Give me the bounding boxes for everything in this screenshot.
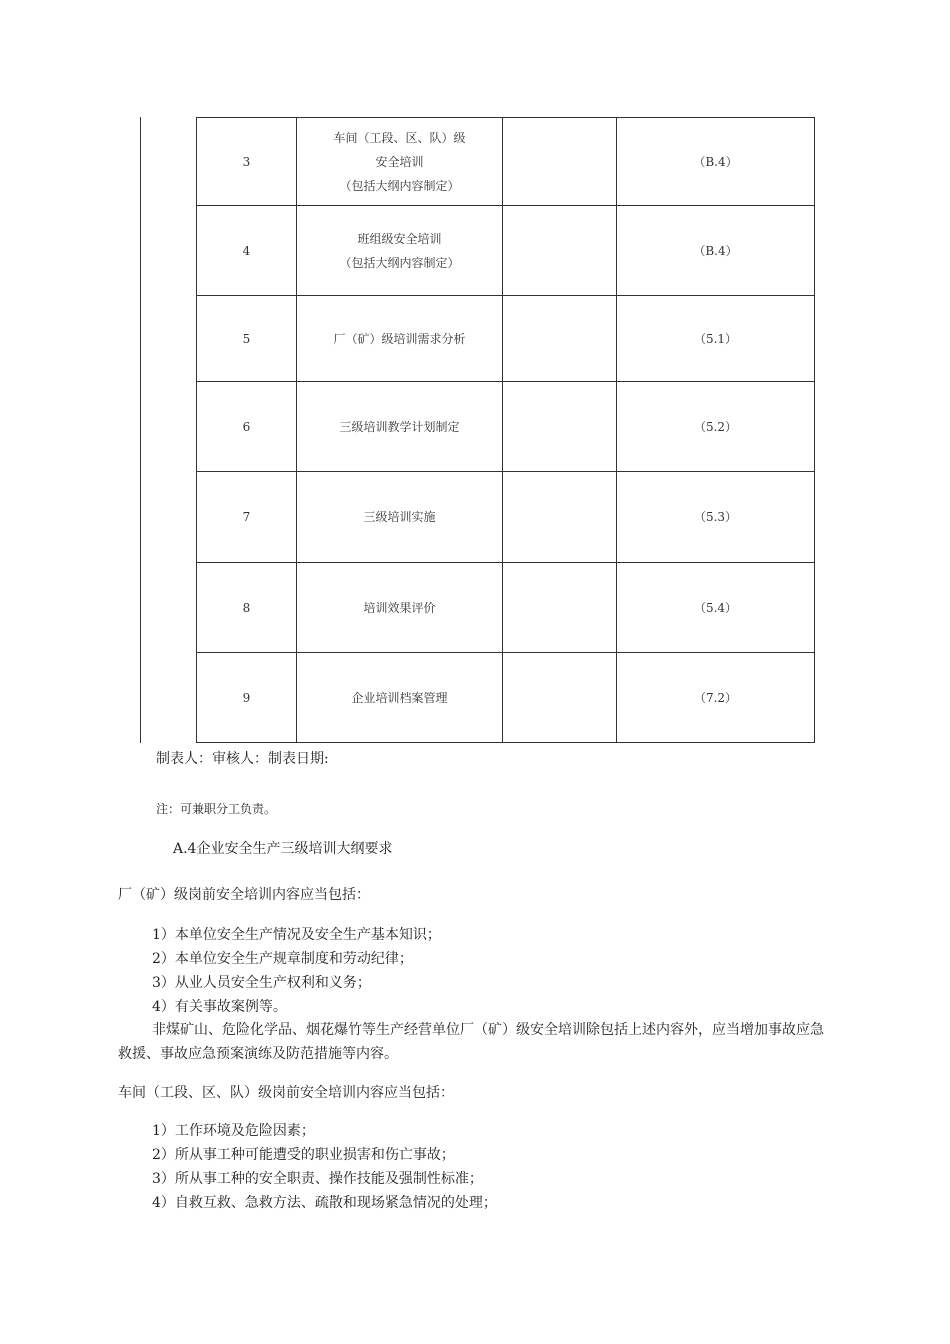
list-item: 2）所从事工种可能遭受的职业损害和伤亡事故； <box>152 1147 455 1163</box>
table-row <box>197 382 815 472</box>
row-reference: （B.4） <box>617 118 815 206</box>
row-reference: （B.4） <box>617 206 815 296</box>
row-content-line: （包括大纲内容制定） <box>339 178 460 193</box>
row-number: 8 <box>197 563 297 653</box>
row-content-line: （包括大纲内容制定） <box>339 255 460 270</box>
row-number: 5 <box>197 296 297 382</box>
list-item: 4）有关事故案例等。 <box>152 999 287 1015</box>
row-empty-cell <box>503 563 617 653</box>
workshop-lead: 车间（工段、区、队）级岗前安全培训内容应当包括： <box>118 1085 454 1101</box>
row-content-line: 培训效果评价 <box>363 600 436 615</box>
row-reference: （7.2） <box>617 653 815 743</box>
list-item: 2）本单位安全生产规章制度和劳动纪律； <box>152 951 413 967</box>
row-content <box>297 653 503 743</box>
table-row <box>197 563 815 653</box>
row-empty-cell <box>503 653 617 743</box>
row-number: 4 <box>197 206 297 296</box>
table-note: 注：可兼职分工负责。 <box>156 802 277 816</box>
row-number: 9 <box>197 653 297 743</box>
row-content <box>297 206 503 296</box>
list-item: 3）所从事工种的安全职责、操作技能及强制性标准； <box>152 1171 483 1187</box>
row-reference: （5.2） <box>617 382 815 472</box>
row-content <box>297 472 503 563</box>
row-content <box>297 118 503 206</box>
table-row <box>197 206 815 296</box>
table-row <box>197 118 815 206</box>
row-reference: （5.4） <box>617 563 815 653</box>
table-row <box>197 296 815 382</box>
row-content-line: 三级培训实施 <box>363 510 436 524</box>
row-content-line: 企业培训档案管理 <box>351 690 448 705</box>
list-item: 4）自救互救、急救方法、疏散和现场紧急情况的处理； <box>152 1195 497 1211</box>
row-reference: （5.3） <box>617 472 815 563</box>
row-content-line: 三级培训教学计划制定 <box>339 419 460 434</box>
section-heading: A.4企业安全生产三级培训大纲要求 <box>173 841 393 857</box>
row-empty-cell <box>503 296 617 382</box>
table-left-rule <box>140 117 141 743</box>
row-content-line: 安全培训 <box>375 154 424 169</box>
row-empty-cell <box>503 206 617 296</box>
row-content-line: 班组级安全培训 <box>357 231 442 246</box>
row-content-line: 厂（矿）级培训需求分析 <box>333 331 466 346</box>
row-number: 6 <box>197 382 297 472</box>
row-content-line: 车间（工段、区、队）级 <box>333 130 466 145</box>
row-content <box>297 296 503 382</box>
table-row <box>197 653 815 743</box>
row-empty-cell <box>503 118 617 206</box>
row-reference: （5.1） <box>617 296 815 382</box>
training-task-table <box>196 117 815 743</box>
factory-lead: 厂（矿）级岗前安全培训内容应当包括： <box>118 887 370 903</box>
row-empty-cell <box>503 472 617 563</box>
signature-line: 制表人：审核人：制表日期: <box>156 751 329 767</box>
list-item: 1）本单位安全生产情况及安全生产基本知识； <box>152 927 441 943</box>
row-content <box>297 382 503 472</box>
factory-extra-paragraph: 非煤矿山、危险化学品、烟花爆竹等生产经营单位厂（矿）级安全培训除包括上述内容外，应当增加事故应急救援、事故应急预案演练及防范措施等内容。 <box>118 1022 824 1062</box>
row-number: 3 <box>197 118 297 206</box>
row-content <box>297 563 503 653</box>
row-empty-cell <box>503 382 617 472</box>
list-item: 3）从业人员安全生产权利和义务； <box>152 975 371 991</box>
list-item: 1）工作环境及危险因素； <box>152 1123 315 1139</box>
table-row <box>197 472 815 563</box>
row-number: 7 <box>197 472 297 563</box>
